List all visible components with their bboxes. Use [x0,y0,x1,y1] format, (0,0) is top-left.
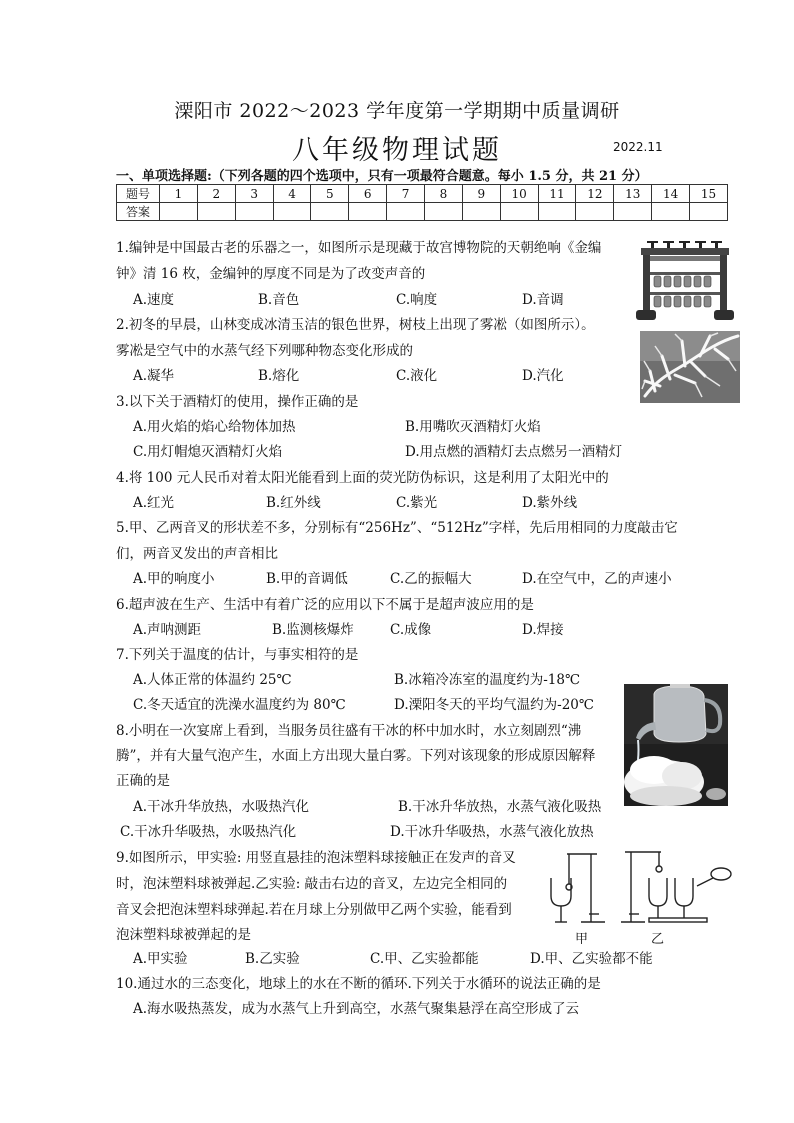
rime-frost-image [640,331,740,403]
bianzhong-bells-image [633,234,737,326]
question-5-line2: 们，两音叉发出的声音相比 [116,546,278,562]
question-8-line1: 8.小明在一次宴席上看到，当服务员往盛有干冰的杯中加水时，水立刻剧烈“沸 [116,723,582,739]
q3-option-c: C.用灯帽熄灭酒精灯火焰 [133,444,283,460]
q5-option-d: D.在空气中，乙的声速小 [522,571,672,587]
q2-option-c: C.液化 [396,368,438,384]
q3-option-a: A.用火焰的焰心给物体加热 [133,419,296,435]
q10-option-a: A.海水吸热蒸发，成为水蒸气上升到高空，水蒸气聚集悬浮在高空形成了云 [133,1001,580,1017]
question-number-cell: 11 [538,185,576,203]
question-number-cell: 9 [462,185,500,203]
question-number-cell: 6 [349,185,387,203]
q6-option-c: C.成像 [390,622,432,638]
question-9-line3: 音叉会把泡沫塑料球弹起.若在月球上分别做甲乙两个实验，能看到 [116,902,512,918]
question-3-line1: 3.以下关于酒精灯的使用，操作正确的是 [116,394,359,410]
q4-option-b: B.红外线 [266,495,321,511]
question-number-cell: 10 [500,185,538,203]
answer-cell[interactable] [387,203,425,221]
question-number-cell: 12 [576,185,614,203]
answer-cell[interactable] [576,203,614,221]
dry-ice-kettle-image [624,684,728,806]
answer-cell[interactable] [425,203,463,221]
question-9-line1: 9.如图所示，甲实验: 用竖直悬挂的泡沫塑料球接触正在发声的音叉 [116,850,516,866]
answer-cell[interactable] [349,203,387,221]
q5-option-a: A.甲的响度小 [133,571,215,587]
question-number-cell: 3 [235,185,273,203]
question-1-line2: 钟》清 16 枚，金编钟的厚度不同是为了改变声音的 [116,266,426,282]
q9-option-d: D.甲、乙实验都不能 [530,951,653,967]
figure-label-jia: 甲 [575,932,589,944]
q7-option-d: D.溧阳冬天的平均气温约为-20℃ [394,697,594,713]
question-4-line1: 4.将 100 元人民币对着太阳光能看到上面的荧光防伪标识，这是利用了太阳光中的 [116,470,609,486]
question-number-cell: 13 [614,185,652,203]
q7-option-c: C.冬天适宜的洗澡水温度约为 80℃ [133,697,346,713]
q5-option-c: C.乙的振幅大 [390,571,472,587]
question-number-cell: 14 [652,185,690,203]
answer-cell[interactable] [160,203,198,221]
q4-option-a: A.红光 [133,495,175,511]
answer-cell[interactable] [197,203,235,221]
question-5-line1: 5.甲、乙两音叉的形状差不多，分别标有“256Hz”、“512Hz”字样，先后用相同的力度敲击它 [116,520,678,536]
figure-label-yi: 乙 [651,932,665,944]
question-10-line1: 10.通过水的三态变化，地球上的水在不断的循环.下列关于水循环的说法正确的是 [116,976,601,992]
q4-option-c: C.紫光 [396,495,438,511]
answer-cell[interactable] [538,203,576,221]
question-number-cell: 5 [311,185,349,203]
q1-option-b: B.音色 [258,292,300,308]
q1-option-d: D.音调 [522,292,564,308]
q8-option-d: D.干冰升华吸热，水蒸气液化放热 [390,824,594,840]
answer-cell[interactable] [690,203,728,221]
question-2-line1: 2.初冬的早晨，山林变成冰清玉洁的银色世界，树枝上出现了雾凇（如图所示）。 [116,317,595,333]
q2-option-d: D.汽化 [522,368,564,384]
answer-cell[interactable] [652,203,690,221]
question-2-line2: 雾凇是空气中的水蒸气经下列哪种物态变化形成的 [116,343,413,359]
q8-option-b: B.干冰升华放热，水蒸气液化吸热 [398,799,602,815]
question-8-line3: 正确的是 [116,773,170,789]
exam-date: 2022.11 [613,140,663,154]
question-number-cell: 15 [690,185,728,203]
q7-option-a: A.人体正常的体温约 25℃ [133,672,292,688]
answer-table [116,184,728,221]
q1-option-c: C.响度 [396,292,438,308]
answer-cell[interactable] [462,203,500,221]
tuning-fork-experiment-figure [541,844,739,944]
q8-option-a: A.干冰升华放热，水吸热汽化 [133,799,310,815]
answer-cell[interactable] [235,203,273,221]
question-6-line1: 6.超声波在生产、生活中有着广泛的应用以下不属于是超声波应用的是 [116,597,534,613]
row-label-answer: 答案 [117,203,160,221]
answer-cell[interactable] [273,203,311,221]
answer-cell[interactable] [311,203,349,221]
exam-title-line2: 八年级物理试题 [292,135,502,166]
q3-option-d: D.用点燃的酒精灯去点燃另一酒精灯 [405,444,623,460]
q5-option-b: B.甲的音调低 [266,571,348,587]
question-8-line2: 腾”，并有大量气泡产生，水面上方出现大量白雾。下列对该现象的形成原因解释 [116,748,596,764]
q2-option-b: B.熔化 [258,368,300,384]
question-1-line1: 1.编钟是中国最古老的乐器之一，如图所示是现藏于故宫博物院的天朝绝响《金编 [116,240,602,256]
question-number-cell: 8 [425,185,463,203]
question-9-line4: 泡沫塑料球被弹起的是 [116,927,251,943]
q9-option-c: C.甲、乙实验都能 [370,951,479,967]
answer-cell[interactable] [614,203,652,221]
question-9-line2: 时，泡沫塑料球被弹起.乙实验: 敲击右边的音叉，左边完全相同的 [116,876,508,892]
q7-option-b: B.冰箱冷冻室的温度约为-18℃ [394,672,581,688]
q9-option-b: B.乙实验 [245,951,300,967]
question-7-line1: 7.下列关于温度的估计，与事实相符的是 [116,647,359,663]
q8-option-c: C.干冰升华吸热，水吸热汽化 [120,824,297,840]
question-number-cell: 2 [197,185,235,203]
section-heading: 一、单项选择题:（下列各题的四个选项中，只有一项最符合题意。每小 1.5 分，共 21 分） [116,169,648,184]
table-row [117,185,728,203]
q9-option-a: A.甲实验 [133,951,188,967]
q6-option-b: B.监测核爆炸 [272,622,354,638]
q2-option-a: A.凝华 [133,368,175,384]
row-label-number: 题号 [117,185,160,203]
q6-option-d: D.焊接 [522,622,564,638]
q3-option-b: B.用嘴吹灭酒精灯火焰 [405,419,541,435]
question-number-cell: 1 [160,185,198,203]
q1-option-a: A.速度 [133,292,175,308]
q4-option-d: D.紫外线 [522,495,578,511]
exam-title-line1: 溧阳市 2022～2023 学年度第一学期期中质量调研 [174,100,620,122]
answer-cell[interactable] [500,203,538,221]
question-number-cell: 7 [387,185,425,203]
q6-option-a: A.声呐测距 [133,622,202,638]
question-number-cell: 4 [273,185,311,203]
table-row [117,203,728,221]
